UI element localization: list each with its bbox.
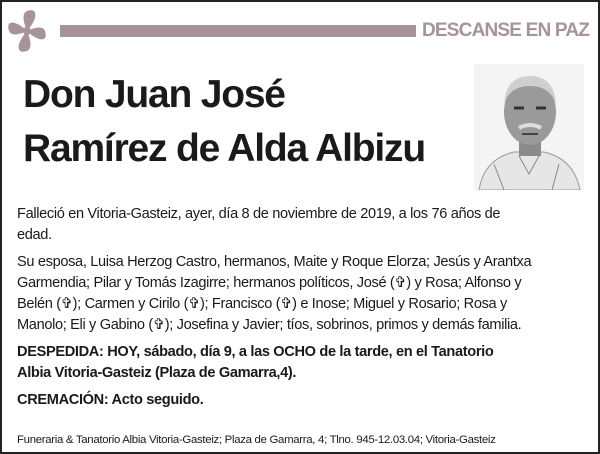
name-line-1: Don Juan José — [23, 73, 285, 116]
text-line: Su esposa, Luisa Herzog Castro, hermanos, Maite y Roque Elorza; Jesús y Arantxa — [17, 254, 532, 270]
family-list — [17, 252, 531, 336]
text-line: Albia Vitoria-Gasteiz (Plaza de Gamarra,4). — [17, 365, 297, 381]
text-line: Belén (✞); Carmen y Cirilo (✞); Francisco (✞) e Inose; Miguel y Rosario; Rosa y — [17, 296, 507, 312]
text-line: Manolo; Eli y Gabino (✞); Josefina y Javier; tíos, sobrinos, primos y demás familia. — [17, 317, 522, 333]
deceased-name — [23, 68, 425, 176]
death-notice — [17, 204, 531, 246]
text-line: DESPEDIDA: HOY, sábado, día 9, a las OCHO de la tarde, en el Tanatorio — [17, 344, 494, 360]
cremation-notice — [17, 390, 531, 411]
banner-title: DESCANSE EN PAZ — [422, 20, 590, 41]
lauburu-icon — [6, 8, 48, 54]
text-line: Garmendia; Pilar y Tomás Izagirre; hermanos políticos, José (✞) y Rosa; Alfonso y — [17, 275, 522, 291]
obituary-body — [17, 204, 531, 417]
text-line: edad. — [17, 227, 52, 243]
header-bar — [60, 25, 416, 37]
name-line-2: Ramírez de Alda Albizu — [23, 127, 425, 170]
farewell-notice — [17, 342, 531, 384]
text-line: Falleció en Vitoria-Gasteiz, ayer, día 8 de noviembre de 2019, a los 76 años de — [17, 206, 501, 222]
deceased-photo — [474, 64, 584, 190]
funeral-home-footer: Funeraria & Tanatorio Albia Vitoria-Gasteiz; Plaza de Gamarra, 4; Tlno. 945-12.03.04; Vitoria-Gasteiz — [17, 434, 496, 446]
text-line: CREMACIÓN: Acto seguido. — [17, 392, 204, 408]
